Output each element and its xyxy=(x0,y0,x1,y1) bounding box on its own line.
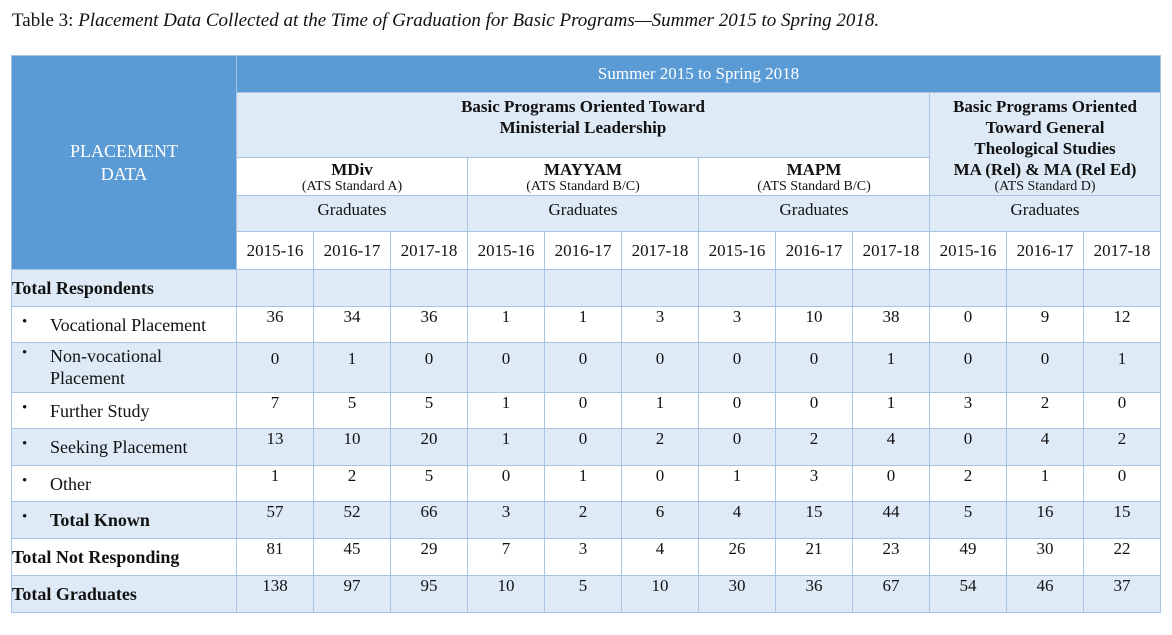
table-cell: 13 xyxy=(237,429,314,466)
row-label: Total Graduates xyxy=(12,576,237,613)
table-cell: 0 xyxy=(776,343,853,393)
table-cell: 10 xyxy=(776,307,853,343)
row-label: Total Not Responding xyxy=(12,539,237,576)
group-general-line1: Basic Programs Oriented xyxy=(953,97,1137,116)
table-cell: 46 xyxy=(1007,576,1084,613)
group-general-line3: Theological Studies xyxy=(974,139,1116,158)
table-cell: 5 xyxy=(314,393,391,429)
table-cell xyxy=(1084,270,1161,307)
bullet-icon: • xyxy=(22,345,28,361)
table-cell: 38 xyxy=(853,307,930,343)
table-cell: 1 xyxy=(699,466,776,502)
table-cell: 29 xyxy=(391,539,468,576)
table-cell: 5 xyxy=(391,393,468,429)
table-cell: 1 xyxy=(853,393,930,429)
table-row xyxy=(12,270,1161,307)
table-cell: 1 xyxy=(545,466,622,502)
table-cell: 45 xyxy=(314,539,391,576)
table-cell: 0 xyxy=(699,393,776,429)
table-cell: 9 xyxy=(1007,307,1084,343)
table-cell: 0 xyxy=(930,429,1007,466)
caption-title: Placement Data Collected at the Time of Graduation for Basic Programs—Summer 2015 to Spring 2018. xyxy=(78,10,880,31)
table-cell: 66 xyxy=(391,502,468,539)
table-cell: 3 xyxy=(468,502,545,539)
table-cell: 2 xyxy=(1007,393,1084,429)
year-header: 2016-17 xyxy=(545,232,622,270)
table-cell: 0 xyxy=(853,466,930,502)
table-cell: 0 xyxy=(1084,393,1161,429)
bullet-icon: • xyxy=(22,436,28,452)
table-cell: 2 xyxy=(314,466,391,502)
graduates-label: Graduates xyxy=(468,196,699,232)
table-cell: 30 xyxy=(699,576,776,613)
row-label-text: Non-vocational xyxy=(50,346,162,366)
group-general-line2: Toward General xyxy=(985,118,1105,137)
table-cell: 4 xyxy=(622,539,699,576)
table-cell: 49 xyxy=(930,539,1007,576)
table-cell: 34 xyxy=(314,307,391,343)
row-label-text: Further Study xyxy=(50,400,150,421)
table-cell: 37 xyxy=(1084,576,1161,613)
table-cell: 57 xyxy=(237,502,314,539)
table-cell xyxy=(699,270,776,307)
table-cell: 6 xyxy=(622,502,699,539)
placement-data-header xyxy=(12,56,237,270)
table-cell: 52 xyxy=(314,502,391,539)
graduates-label: Graduates xyxy=(699,196,930,232)
year-header: 2015-16 xyxy=(699,232,776,270)
table-row xyxy=(12,343,1161,393)
table-cell: 0 xyxy=(468,343,545,393)
table-cell: 36 xyxy=(391,307,468,343)
table-cell: 1 xyxy=(237,466,314,502)
row-label xyxy=(12,343,237,393)
table-cell: 81 xyxy=(237,539,314,576)
program-standard: (ATS Standard B/C) xyxy=(526,178,640,194)
table-cell xyxy=(391,270,468,307)
table-cell: 0 xyxy=(699,429,776,466)
table-cell: 0 xyxy=(468,466,545,502)
table-cell: 138 xyxy=(237,576,314,613)
table-cell xyxy=(237,270,314,307)
table-cell: 10 xyxy=(622,576,699,613)
table-cell: 26 xyxy=(699,539,776,576)
table-cell: 3 xyxy=(622,307,699,343)
period-header: Summer 2015 to Spring 2018 xyxy=(237,56,1161,93)
row-label-text: Vocational Placement xyxy=(50,314,207,335)
table-cell xyxy=(622,270,699,307)
table-cell: 10 xyxy=(314,429,391,466)
table-cell xyxy=(1007,270,1084,307)
table-cell: 10 xyxy=(468,576,545,613)
table-cell: 15 xyxy=(1084,502,1161,539)
table-cell: 20 xyxy=(391,429,468,466)
program-name: MAPM xyxy=(786,159,842,179)
group-header-general xyxy=(930,93,1161,196)
program-header-mayyam xyxy=(468,157,699,195)
table-cell: 97 xyxy=(314,576,391,613)
row-label xyxy=(12,393,237,429)
bullet-icon: • xyxy=(22,313,28,330)
table-cell: 12 xyxy=(1084,307,1161,343)
table-cell xyxy=(468,270,545,307)
table-cell: 1 xyxy=(1007,466,1084,502)
table-cell xyxy=(853,270,930,307)
table-cell xyxy=(776,270,853,307)
table-cell: 0 xyxy=(391,343,468,393)
table-cell: 0 xyxy=(1007,343,1084,393)
group-header-ministerial xyxy=(237,93,930,158)
bullet-icon: • xyxy=(22,472,28,489)
table-cell: 0 xyxy=(699,343,776,393)
table-cell: 95 xyxy=(391,576,468,613)
table-cell: 5 xyxy=(930,502,1007,539)
row-label: Total Respondents xyxy=(12,270,237,307)
program-name: MA (Rel) & MA (Rel Ed) xyxy=(953,160,1137,179)
table-cell: 7 xyxy=(468,539,545,576)
program-standard: (ATS Standard B/C) xyxy=(757,178,871,194)
table-cell: 1 xyxy=(622,393,699,429)
table-cell: 1 xyxy=(853,343,930,393)
table-cell: 23 xyxy=(853,539,930,576)
table-cell: 44 xyxy=(853,502,930,539)
table-cell: 0 xyxy=(776,393,853,429)
row-label xyxy=(12,502,237,539)
year-header: 2015-16 xyxy=(468,232,545,270)
table-cell: 2 xyxy=(545,502,622,539)
table-cell: 0 xyxy=(930,343,1007,393)
table-cell: 0 xyxy=(545,343,622,393)
table-cell xyxy=(545,270,622,307)
program-header-mapm xyxy=(699,157,930,195)
table-cell xyxy=(314,270,391,307)
table-cell: 21 xyxy=(776,539,853,576)
year-header: 2017-18 xyxy=(1084,232,1161,270)
year-header: 2016-17 xyxy=(314,232,391,270)
table-cell: 36 xyxy=(776,576,853,613)
table-cell: 0 xyxy=(622,466,699,502)
table-cell: 3 xyxy=(545,539,622,576)
row-label-text: Other xyxy=(50,473,91,494)
table-cell: 67 xyxy=(853,576,930,613)
table-cell: 2 xyxy=(930,466,1007,502)
table-cell: 7 xyxy=(237,393,314,429)
year-header: 2015-16 xyxy=(237,232,314,270)
row-label xyxy=(12,429,237,466)
caption-prefix: Table 3: xyxy=(12,10,79,31)
table-row xyxy=(12,466,1161,502)
table-cell: 1 xyxy=(468,393,545,429)
table-cell: 2 xyxy=(776,429,853,466)
table-cell: 0 xyxy=(622,343,699,393)
table-row xyxy=(12,307,1161,343)
row-label xyxy=(12,466,237,502)
table-cell: 2 xyxy=(1084,429,1161,466)
table-cell: 0 xyxy=(1084,466,1161,502)
table-cell: 4 xyxy=(1007,429,1084,466)
table-cell: 1 xyxy=(545,307,622,343)
year-header: 2016-17 xyxy=(1007,232,1084,270)
table-row xyxy=(12,502,1161,539)
table-cell: 15 xyxy=(776,502,853,539)
table-cell: 0 xyxy=(545,429,622,466)
table-cell: 0 xyxy=(237,343,314,393)
table-cell: 0 xyxy=(545,393,622,429)
bullet-icon: • xyxy=(22,399,28,416)
table-cell: 54 xyxy=(930,576,1007,613)
row-label xyxy=(12,307,237,343)
graduates-label: Graduates xyxy=(237,196,468,232)
bullet-icon: • xyxy=(22,509,28,525)
year-header: 2015-16 xyxy=(930,232,1007,270)
table-cell: 2 xyxy=(622,429,699,466)
program-header-mdiv xyxy=(237,157,468,195)
table-cell: 4 xyxy=(699,502,776,539)
year-header: 2016-17 xyxy=(776,232,853,270)
table-cell: 30 xyxy=(1007,539,1084,576)
table-cell: 1 xyxy=(314,343,391,393)
table-row xyxy=(12,576,1161,613)
program-name: MDiv xyxy=(331,159,373,179)
group-ministerial-line2: Ministerial Leadership xyxy=(499,118,667,137)
group-ministerial-line1: Basic Programs Oriented Toward xyxy=(461,97,705,116)
table-cell: 1 xyxy=(468,307,545,343)
table-cell: 5 xyxy=(391,466,468,502)
year-header: 2017-18 xyxy=(391,232,468,270)
table-cell: 4 xyxy=(853,429,930,466)
table-row xyxy=(12,393,1161,429)
program-standard: (ATS Standard D) xyxy=(994,179,1096,194)
table-cell: 22 xyxy=(1084,539,1161,576)
year-header: 2017-18 xyxy=(622,232,699,270)
program-standard: (ATS Standard A) xyxy=(301,178,403,194)
table-cell: 3 xyxy=(699,307,776,343)
table-row xyxy=(12,539,1161,576)
program-name: MAYYAM xyxy=(543,159,623,179)
table-cell: 3 xyxy=(930,393,1007,429)
graduates-label: Graduates xyxy=(930,196,1161,232)
table-cell: 16 xyxy=(1007,502,1084,539)
table-cell: 0 xyxy=(930,307,1007,343)
placement-header-line2: DATA xyxy=(100,163,148,184)
row-label-text: Placement xyxy=(50,368,125,388)
row-label-text: Seeking Placement xyxy=(50,437,188,457)
table-caption xyxy=(12,10,879,32)
year-header: 2017-18 xyxy=(853,232,930,270)
table-cell: 3 xyxy=(776,466,853,502)
row-label-text: Total Known xyxy=(50,510,150,530)
placement-header-line1: PLACEMENT xyxy=(70,140,178,161)
table-cell: 5 xyxy=(545,576,622,613)
table-row xyxy=(12,429,1161,466)
table-cell: 1 xyxy=(468,429,545,466)
table-cell: 1 xyxy=(1084,343,1161,393)
table-cell: 36 xyxy=(237,307,314,343)
placement-table xyxy=(11,55,1161,613)
table-cell xyxy=(930,270,1007,307)
